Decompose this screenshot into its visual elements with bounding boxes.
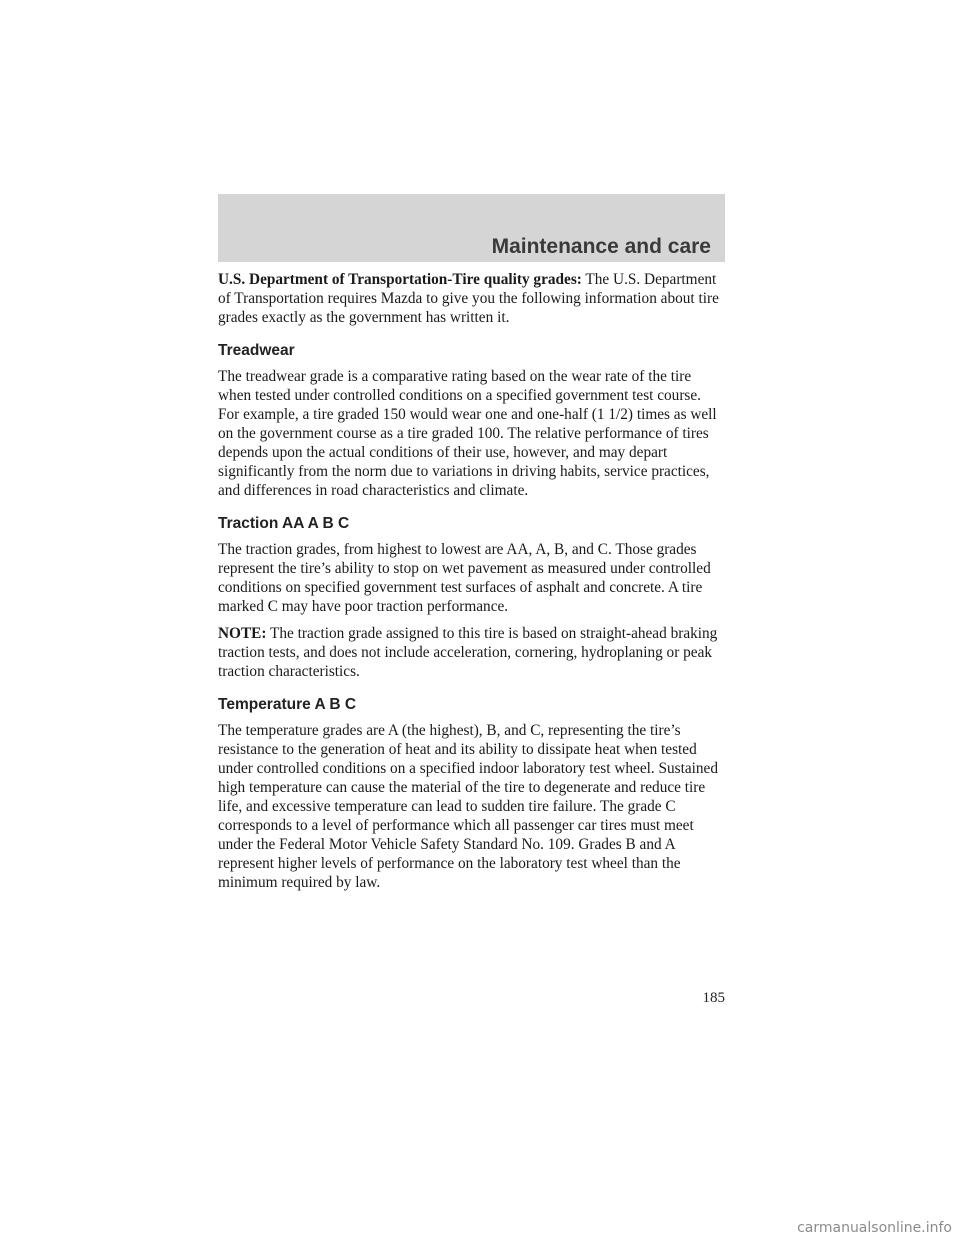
paragraph-traction: The traction grades, from highest to lowest are AA, A, B, and C. Those grades represent the tire’s ability to stop on wet pavement as measured under controlled conditions on specified government test surfaces of asphalt and concrete. A tire marked C may have poor traction performance. [218, 541, 711, 615]
section-header-band [218, 194, 725, 262]
note-label: NOTE: [218, 625, 267, 642]
heading-traction: Traction AA A B C [218, 515, 350, 532]
intro-lead: U.S. Department of Transportation-Tire quality grades: [218, 271, 582, 288]
heading-temperature: Temperature A B C [218, 696, 357, 713]
paragraph-temperature: The temperature grades are A (the highest), B, and C, representing the tire’s resistance to the generation of heat and its ability to dissipate heat when tested under controlled conditions on a specified indoor laboratory test wheel. Sustained high temperature can cause the material of the tire to degenerate and reduce tire life, and excessive temperature can lead to sudden tire failure. The grade C corresponds to a level of performance which all passenger car tires must meet under the Federal Motor Vehicle Safety Standard No. 109. Grades B and A represent higher levels of performance on the laboratory test wheel than the minimum required by law. [218, 722, 718, 891]
watermark-text[interactable]: carmanualsonline.info [797, 1220, 952, 1236]
page-content [218, 270, 725, 900]
heading-treadwear: Treadwear [218, 342, 295, 359]
paragraph-treadwear: The treadwear grade is a comparative rating based on the wear rate of the tire when tested under controlled conditions on a specified government test course. For example, a tire graded 150 would wear one and one-half (1 1/2) times as well on the government course as a tire graded 100. The relative performance of tires depends upon the actual conditions of their use, however, and may depart significantly from the norm due to variations in driving habits, service practices, and differences in road characteristics and climate. [218, 368, 717, 499]
note-paragraph [218, 624, 725, 681]
intro-text: The U.S. Department of Transportation requires Mazda to give you the following information about tire grades exactly as the government has written it. [218, 271, 719, 326]
section-title: Maintenance and care [491, 235, 711, 258]
page-number: 185 [702, 990, 725, 1006]
intro-paragraph [218, 270, 725, 327]
note-text: The traction grade assigned to this tire is based on straight-ahead braking traction tests, and does not include acceleration, cornering, hydroplaning or peak traction characteristics. [218, 625, 718, 680]
